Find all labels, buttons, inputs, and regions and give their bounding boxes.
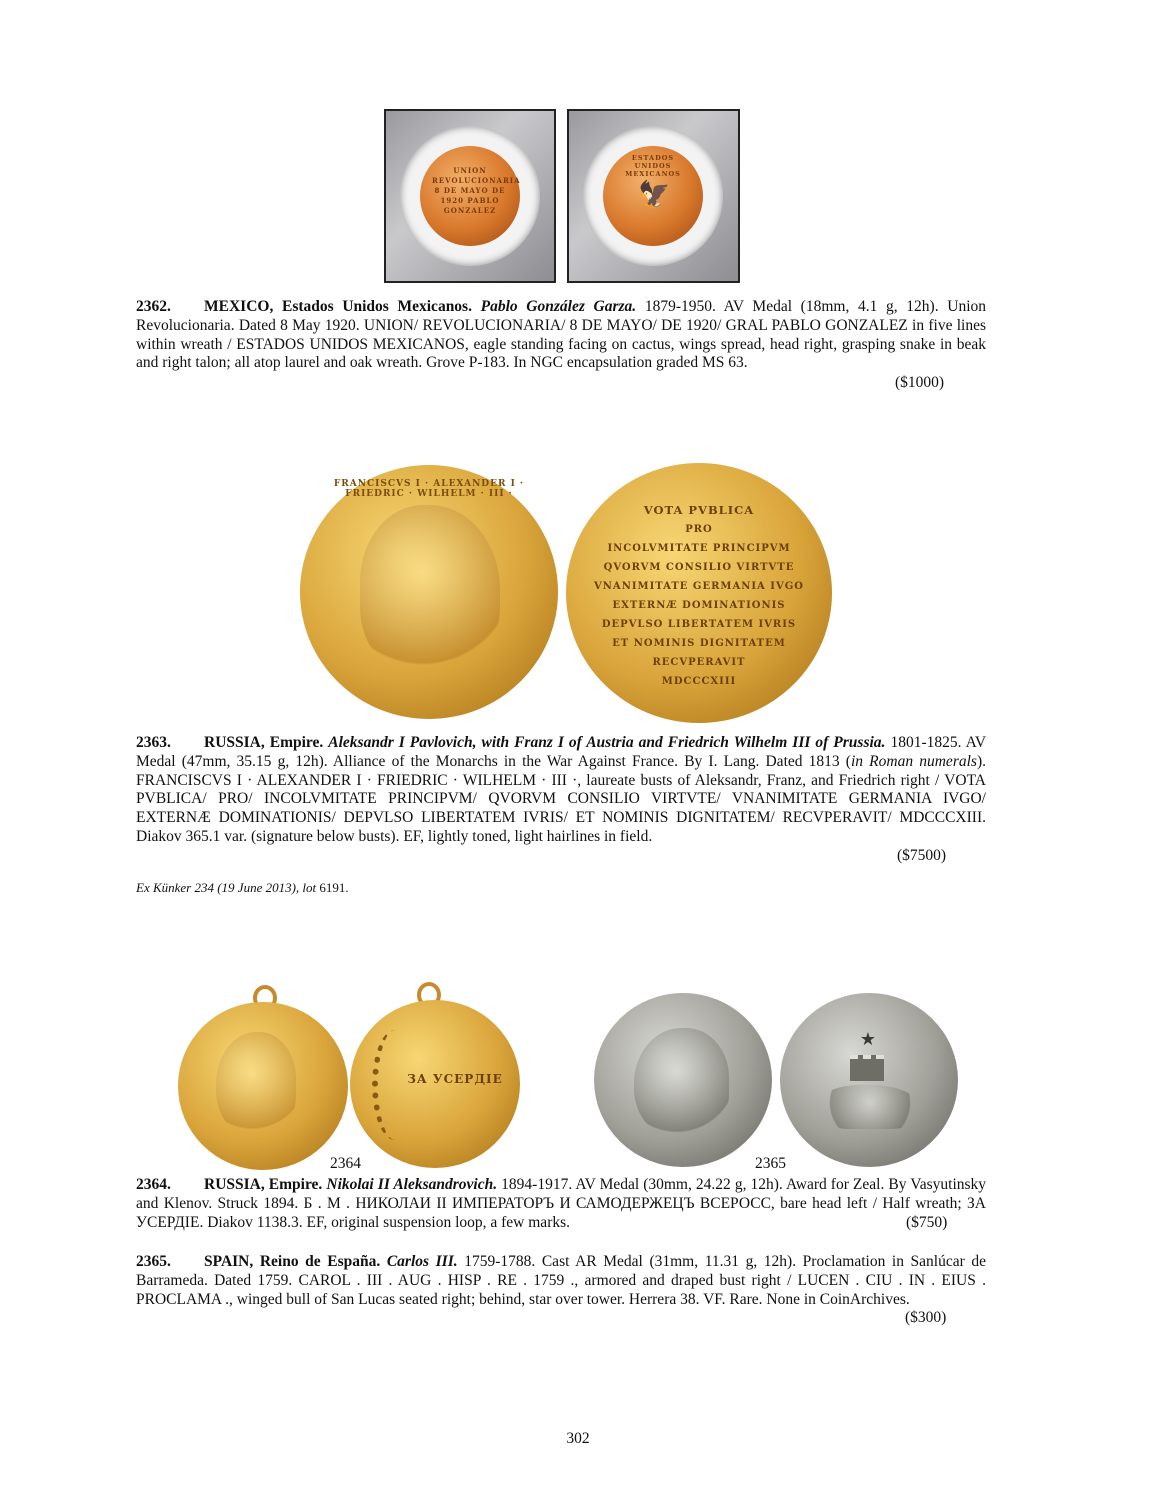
lot-2364-photo-label: 2364 bbox=[330, 1155, 361, 1172]
lot-2364-estimate: ($750) bbox=[906, 1214, 948, 1231]
lot-text: 1894-1917. AV Medal (30mm, 24.22 g, 12h). Award for Zeal. By Vasyutinsky and Klenov. Struck 1894. Б . М . НИКОЛАИ II ИМПЕРАТОРЪ И САМОДЕРЖЕЦЪ ВСЕРОСС, bare head left / Half wreath; ЗА УСЕРДІЕ. Diakov 1138.3. EF, original suspension loop, a few marks. bbox=[136, 1176, 987, 1231]
alliance-medal-reverse bbox=[566, 463, 832, 723]
lot-text: 1759-1788. Cast AR Medal (31mm, 11.31 g, 12h). Proclamation in Sanlúcar de Barrameda. Dated 1759. CAROL . III . AUG . HISP . RE . 1759 ., armored and draped bust right / LUCEN . CIU . IN . EIUS . PROCLAMA ., winged bull of San Lucas seated right; behind, star over tower. Herrera 38. VF. Rare. None in CoinArchives. bbox=[136, 1253, 987, 1308]
lot-2363-provenance: Ex Künker 234 (19 June 2013), lot 6191. bbox=[136, 880, 349, 895]
lot-heading: MEXICO, Estados Unidos Mexicanos. bbox=[204, 298, 472, 315]
lot-heading: RUSSIA, Empire. bbox=[204, 734, 324, 751]
mexico-medal-obverse bbox=[420, 146, 520, 246]
zeal-medal-reverse bbox=[350, 1000, 520, 1168]
lot-ruler: Aleksandr I Pavlovich, with Franz I of Austria and Friedrich Wilhelm III of Prussia. bbox=[328, 734, 886, 751]
winged-bull-icon bbox=[820, 1085, 920, 1129]
page-number: 302 bbox=[566, 1430, 590, 1447]
eagle-icon: 🦅 bbox=[638, 180, 671, 209]
coin-obverse-inscription: FRANCISCVS I · ALEXANDER I · FRIEDRIC · WILHELM · III · bbox=[333, 479, 525, 499]
lot-heading: RUSSIA, Empire. bbox=[204, 1176, 323, 1193]
star-icon: ★ bbox=[859, 1029, 877, 1049]
coin-reverse-inscription: ЗА УСЕРДІЕ bbox=[407, 1072, 503, 1086]
alliance-medal-obverse bbox=[300, 465, 558, 719]
lot-ruler: Nikolai II Aleksandrovich. bbox=[326, 1176, 498, 1193]
lot-number: 2365. bbox=[136, 1253, 171, 1270]
lot-number: 2364. bbox=[136, 1176, 171, 1193]
lot-text: 1801-1825. AV Medal (47mm, 35.15 g, 12h). Alliance of the Monarchs in the War Against France. By I. Lang. Dated 1813 ( bbox=[136, 734, 987, 770]
lot-2362-description bbox=[136, 298, 986, 373]
coin-reverse-inscription: ESTADOS UNIDOS MEXICANOS bbox=[625, 154, 681, 178]
lot-2363-estimate: ($7500) bbox=[897, 847, 947, 864]
lot-ruler: Pablo González Garza. bbox=[480, 298, 637, 315]
coin-obverse-inscription: UNION REVOLUCIONARIA 8 DE MAYO DE 1920 PABLO GONZALEZ bbox=[432, 166, 521, 215]
lot-2365-estimate: ($300) bbox=[905, 1309, 947, 1326]
tower-icon bbox=[850, 1055, 884, 1081]
lot-number: 2362. bbox=[136, 298, 171, 315]
lot-2364-description bbox=[136, 1176, 986, 1232]
lot-text: 1879-1950. AV Medal (18mm, 4.1 g, 12h). Union Revolucionaria. Dated 8 May 1920. UNION/ REVOLUCIONARIA/ 8 DE MAYO/ DE 1920/ GRAL PABLO GONZALEZ in five lines within wreath / ESTADOS UNIDOS MEXICANOS, eagle standing facing on cactus, wings spread, head right, grasping snake in beak and right talon; all atop laurel and oak wreath. Grove P-183. In NGC encapsulation graded MS 63. bbox=[136, 298, 986, 372]
lot-2365-description bbox=[136, 1253, 986, 1309]
lot-2365-photo-label: 2365 bbox=[755, 1155, 786, 1172]
lot-ruler: Carlos III. bbox=[386, 1253, 458, 1270]
lot-2362-estimate: ($1000) bbox=[895, 374, 945, 391]
mexico-medal-reverse bbox=[603, 146, 703, 246]
lot-2363-description bbox=[136, 734, 986, 847]
half-wreath-icon bbox=[372, 1030, 418, 1140]
carlos-iii-medal-obverse bbox=[594, 993, 772, 1167]
carlos-iii-medal-reverse bbox=[780, 993, 958, 1167]
ngc-slab-reverse-photo bbox=[567, 109, 740, 283]
lot-heading: SPAIN, Reino de España. bbox=[204, 1253, 381, 1270]
lot-text-italic: in Roman numerals bbox=[850, 752, 977, 770]
armored-bust-icon bbox=[634, 1028, 729, 1138]
zeal-medal-obverse bbox=[178, 1002, 348, 1170]
bare-head-icon bbox=[216, 1032, 296, 1137]
laureate-busts-icon bbox=[360, 505, 500, 675]
lot-text-continued: ). FRANCISCVS I · ALEXANDER I · FRIEDRIC · WILHELM · III ·, laureate busts of Aleksandr, Franz, and Friedrich right / VOTA PVBLICA/ PRO/ INCOLVMITATE PRINCIPVM/ QVORVM CONSILIO VIRTVTE/ VNANIMITATE GERMANIA IVGO/ EXTERNÆ DOMINATIONIS/ DEPVLSO LIBERTATEM IVRIS/ ET NOMINIS DIGNITATEM/ RECVPERAVIT/ MDCCCXIII. Diakov 365.1 var. (signature below busts). EF, lightly toned, light hairlines in field. bbox=[136, 752, 986, 845]
lot-number: 2363. bbox=[136, 734, 171, 751]
ngc-slab-obverse-photo bbox=[384, 109, 556, 283]
reverse-inscription-lines: VOTA PVBLICA PRO INCOLVMITATE PRINCIPVM QVORVM CONSILIO VIRTVTE VNANIMITATE GERMANIA IVGO EXTERNÆ DOMINATIONIS DEPVLSO LIBERTATEM IVRIS ET NOMINIS DIGNITATEM RECVPERAVIT MDCCCXIII bbox=[594, 503, 804, 687]
